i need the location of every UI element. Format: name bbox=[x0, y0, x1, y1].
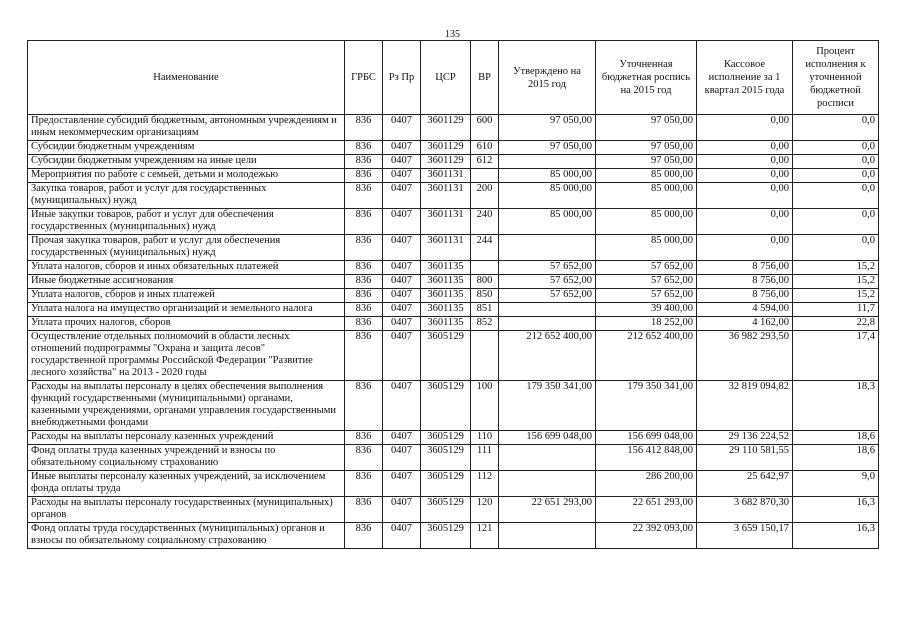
table-body bbox=[28, 115, 879, 549]
cell-csr: 3605129 bbox=[421, 523, 471, 549]
cell-approved: 57 652,00 bbox=[499, 275, 596, 289]
cell-name: Расходы на выплаты персоналу государственных (муниципальных) органов bbox=[28, 497, 345, 523]
cell-grbs: 836 bbox=[345, 289, 383, 303]
cell-name: Мероприятия по работе с семьей, детьми и молодежью bbox=[28, 169, 345, 183]
cell-csr: 3601131 bbox=[421, 183, 471, 209]
cell-vr bbox=[471, 169, 499, 183]
cell-rzpr: 0407 bbox=[383, 331, 421, 381]
cell-grbs: 836 bbox=[345, 317, 383, 331]
cell-grbs: 836 bbox=[345, 183, 383, 209]
cell-csr: 3601135 bbox=[421, 275, 471, 289]
cell-grbs: 836 bbox=[345, 155, 383, 169]
cell-cash: 8 756,00 bbox=[697, 275, 793, 289]
cell-percent: 0,0 bbox=[793, 155, 879, 169]
table-row bbox=[28, 381, 879, 431]
table-row bbox=[28, 235, 879, 261]
cell-percent: 0,0 bbox=[793, 169, 879, 183]
table-row bbox=[28, 183, 879, 209]
cell-percent: 0,0 bbox=[793, 115, 879, 141]
cell-cash: 4 162,00 bbox=[697, 317, 793, 331]
cell-rzpr: 0407 bbox=[383, 115, 421, 141]
cell-grbs: 836 bbox=[345, 141, 383, 155]
cell-rzpr: 0407 bbox=[383, 261, 421, 275]
header-refined: Уточненная бюджетная роспись на 2015 год bbox=[596, 41, 697, 115]
cell-name: Фонд оплаты труда казенных учреждений и взносы по обязательному социальному страхованию bbox=[28, 445, 345, 471]
cell-cash: 25 642,97 bbox=[697, 471, 793, 497]
cell-rzpr: 0407 bbox=[383, 431, 421, 445]
cell-csr: 3601135 bbox=[421, 261, 471, 275]
cell-cash: 0,00 bbox=[697, 235, 793, 261]
cell-approved bbox=[499, 235, 596, 261]
cell-percent: 0,0 bbox=[793, 183, 879, 209]
cell-refined: 85 000,00 bbox=[596, 235, 697, 261]
cell-approved bbox=[499, 317, 596, 331]
cell-name: Уплата налогов, сборов и иных обязательных платежей bbox=[28, 261, 345, 275]
table-row bbox=[28, 155, 879, 169]
header-grbs: ГРБС bbox=[345, 41, 383, 115]
cell-percent: 15,2 bbox=[793, 289, 879, 303]
header-percent: Процент исполнения к уточненной бюджетной росписи bbox=[793, 41, 879, 115]
cell-percent: 15,2 bbox=[793, 261, 879, 275]
cell-refined: 18 252,00 bbox=[596, 317, 697, 331]
cell-approved bbox=[499, 155, 596, 169]
cell-vr: 120 bbox=[471, 497, 499, 523]
cell-vr: 200 bbox=[471, 183, 499, 209]
cell-refined: 97 050,00 bbox=[596, 141, 697, 155]
cell-csr: 3601135 bbox=[421, 317, 471, 331]
cell-csr: 3601131 bbox=[421, 209, 471, 235]
cell-grbs: 836 bbox=[345, 169, 383, 183]
cell-cash: 32 819 094,82 bbox=[697, 381, 793, 431]
cell-vr: 800 bbox=[471, 275, 499, 289]
cell-refined: 57 652,00 bbox=[596, 275, 697, 289]
cell-approved bbox=[499, 445, 596, 471]
cell-csr: 3601131 bbox=[421, 169, 471, 183]
cell-rzpr: 0407 bbox=[383, 141, 421, 155]
cell-csr: 3601129 bbox=[421, 155, 471, 169]
cell-vr bbox=[471, 331, 499, 381]
cell-vr: 110 bbox=[471, 431, 499, 445]
cell-rzpr: 0407 bbox=[383, 317, 421, 331]
cell-name: Уплата налогов, сборов и иных платежей bbox=[28, 289, 345, 303]
cell-rzpr: 0407 bbox=[383, 183, 421, 209]
cell-cash: 8 756,00 bbox=[697, 261, 793, 275]
cell-cash: 3 682 870,30 bbox=[697, 497, 793, 523]
cell-approved: 85 000,00 bbox=[499, 209, 596, 235]
cell-vr: 111 bbox=[471, 445, 499, 471]
cell-approved: 212 652 400,00 bbox=[499, 331, 596, 381]
cell-rzpr: 0407 bbox=[383, 523, 421, 549]
cell-percent: 16,3 bbox=[793, 497, 879, 523]
cell-csr: 3605129 bbox=[421, 381, 471, 431]
table-row bbox=[28, 497, 879, 523]
cell-approved: 85 000,00 bbox=[499, 169, 596, 183]
cell-approved: 57 652,00 bbox=[499, 289, 596, 303]
cell-cash: 0,00 bbox=[697, 169, 793, 183]
cell-vr: 851 bbox=[471, 303, 499, 317]
cell-cash: 29 136 224,52 bbox=[697, 431, 793, 445]
cell-percent: 9,0 bbox=[793, 471, 879, 497]
cell-grbs: 836 bbox=[345, 209, 383, 235]
table-row bbox=[28, 431, 879, 445]
cell-rzpr: 0407 bbox=[383, 155, 421, 169]
cell-csr: 3605129 bbox=[421, 497, 471, 523]
header-vr: ВР bbox=[471, 41, 499, 115]
cell-approved bbox=[499, 303, 596, 317]
cell-rzpr: 0407 bbox=[383, 169, 421, 183]
cell-percent: 18,6 bbox=[793, 431, 879, 445]
cell-percent: 22,8 bbox=[793, 317, 879, 331]
cell-refined: 97 050,00 bbox=[596, 115, 697, 141]
cell-name: Осуществление отдельных полномочий в области лесных отношений подпрограммы "Охрана и защита лесов" государственной программы Российской Федерации "Развитие лесного хозяйства" на 2013 - 2020 годы bbox=[28, 331, 345, 381]
cell-refined: 156 699 048,00 bbox=[596, 431, 697, 445]
header-approved: Утверждено на 2015 год bbox=[499, 41, 596, 115]
cell-refined: 85 000,00 bbox=[596, 209, 697, 235]
cell-refined: 97 050,00 bbox=[596, 155, 697, 169]
cell-csr: 3605129 bbox=[421, 445, 471, 471]
cell-vr: 100 bbox=[471, 381, 499, 431]
cell-grbs: 836 bbox=[345, 275, 383, 289]
cell-name: Иные выплаты персоналу казенных учреждений, за исключением фонда оплаты труда bbox=[28, 471, 345, 497]
cell-rzpr: 0407 bbox=[383, 381, 421, 431]
cell-refined: 22 651 293,00 bbox=[596, 497, 697, 523]
cell-rzpr: 0407 bbox=[383, 235, 421, 261]
cell-grbs: 836 bbox=[345, 523, 383, 549]
cell-vr: 244 bbox=[471, 235, 499, 261]
cell-percent: 0,0 bbox=[793, 141, 879, 155]
cell-csr: 3601131 bbox=[421, 235, 471, 261]
cell-grbs: 836 bbox=[345, 261, 383, 275]
cell-percent: 18,3 bbox=[793, 381, 879, 431]
cell-name: Иные бюджетные ассигнования bbox=[28, 275, 345, 289]
table-row bbox=[28, 209, 879, 235]
header-cash: Кассовое исполнение за 1 квартал 2015 года bbox=[697, 41, 793, 115]
cell-name: Субсидии бюджетным учреждениям bbox=[28, 141, 345, 155]
header-name: Наименование bbox=[28, 41, 345, 115]
table-row bbox=[28, 261, 879, 275]
cell-cash: 0,00 bbox=[697, 183, 793, 209]
cell-grbs: 836 bbox=[345, 445, 383, 471]
cell-csr: 3605129 bbox=[421, 471, 471, 497]
cell-grbs: 836 bbox=[345, 471, 383, 497]
cell-name: Иные закупки товаров, работ и услуг для обеспечения государственных (муниципальных) нужд bbox=[28, 209, 345, 235]
cell-grbs: 836 bbox=[345, 303, 383, 317]
cell-vr bbox=[471, 261, 499, 275]
table-row bbox=[28, 445, 879, 471]
cell-cash: 4 594,00 bbox=[697, 303, 793, 317]
cell-approved: 97 050,00 bbox=[499, 115, 596, 141]
cell-refined: 286 200,00 bbox=[596, 471, 697, 497]
cell-csr: 3601129 bbox=[421, 141, 471, 155]
cell-refined: 156 412 848,00 bbox=[596, 445, 697, 471]
cell-vr: 850 bbox=[471, 289, 499, 303]
cell-name: Расходы на выплаты персоналу в целях обеспечения выполнения функций государственными (муниципальными) органами, казенными учреждениями, органами управления государственными внебюджетными фондами bbox=[28, 381, 345, 431]
cell-cash: 0,00 bbox=[697, 209, 793, 235]
cell-name: Уплата налога на имущество организаций и земельного налога bbox=[28, 303, 345, 317]
cell-vr: 112 bbox=[471, 471, 499, 497]
table-row bbox=[28, 317, 879, 331]
cell-percent: 15,2 bbox=[793, 275, 879, 289]
cell-rzpr: 0407 bbox=[383, 471, 421, 497]
cell-rzpr: 0407 bbox=[383, 275, 421, 289]
cell-approved bbox=[499, 523, 596, 549]
cell-percent: 16,3 bbox=[793, 523, 879, 549]
table-row bbox=[28, 169, 879, 183]
table-row bbox=[28, 289, 879, 303]
table-header-row bbox=[28, 41, 879, 115]
cell-cash: 8 756,00 bbox=[697, 289, 793, 303]
cell-cash: 3 659 150,17 bbox=[697, 523, 793, 549]
cell-rzpr: 0407 bbox=[383, 303, 421, 317]
cell-vr: 121 bbox=[471, 523, 499, 549]
cell-cash: 0,00 bbox=[697, 155, 793, 169]
cell-vr: 610 bbox=[471, 141, 499, 155]
cell-approved: 156 699 048,00 bbox=[499, 431, 596, 445]
cell-grbs: 836 bbox=[345, 331, 383, 381]
cell-grbs: 836 bbox=[345, 497, 383, 523]
cell-refined: 39 400,00 bbox=[596, 303, 697, 317]
cell-refined: 179 350 341,00 bbox=[596, 381, 697, 431]
cell-percent: 0,0 bbox=[793, 209, 879, 235]
cell-refined: 57 652,00 bbox=[596, 289, 697, 303]
cell-grbs: 836 bbox=[345, 115, 383, 141]
cell-csr: 3601135 bbox=[421, 289, 471, 303]
cell-grbs: 836 bbox=[345, 235, 383, 261]
cell-csr: 3605129 bbox=[421, 431, 471, 445]
page-number: 135 bbox=[445, 29, 460, 40]
cell-cash: 0,00 bbox=[697, 115, 793, 141]
cell-approved: 97 050,00 bbox=[499, 141, 596, 155]
cell-cash: 36 982 293,50 bbox=[697, 331, 793, 381]
cell-vr: 240 bbox=[471, 209, 499, 235]
cell-vr: 612 bbox=[471, 155, 499, 169]
cell-approved: 57 652,00 bbox=[499, 261, 596, 275]
cell-csr: 3601129 bbox=[421, 115, 471, 141]
cell-approved: 179 350 341,00 bbox=[499, 381, 596, 431]
header-csr: ЦСР bbox=[421, 41, 471, 115]
cell-refined: 85 000,00 bbox=[596, 183, 697, 209]
table-row bbox=[28, 275, 879, 289]
cell-name: Прочая закупка товаров, работ и услуг для обеспечения государственных (муниципальных) нужд bbox=[28, 235, 345, 261]
cell-percent: 17,4 bbox=[793, 331, 879, 381]
table-row bbox=[28, 141, 879, 155]
table-row bbox=[28, 523, 879, 549]
cell-vr: 600 bbox=[471, 115, 499, 141]
cell-name: Закупка товаров, работ и услуг для государственных (муниципальных) нужд bbox=[28, 183, 345, 209]
cell-name: Субсидии бюджетным учреждениям на иные цели bbox=[28, 155, 345, 169]
cell-percent: 11,7 bbox=[793, 303, 879, 317]
cell-name: Предоставление субсидий бюджетным, автономным учреждениям и иным некоммерческим организациям bbox=[28, 115, 345, 141]
cell-rzpr: 0407 bbox=[383, 209, 421, 235]
cell-refined: 85 000,00 bbox=[596, 169, 697, 183]
cell-csr: 3601135 bbox=[421, 303, 471, 317]
cell-rzpr: 0407 bbox=[383, 445, 421, 471]
cell-approved: 85 000,00 bbox=[499, 183, 596, 209]
cell-name: Фонд оплаты труда государственных (муниципальных) органов и взносы по обязательному социальному страхованию bbox=[28, 523, 345, 549]
cell-name: Уплата прочих налогов, сборов bbox=[28, 317, 345, 331]
table-row bbox=[28, 115, 879, 141]
cell-refined: 57 652,00 bbox=[596, 261, 697, 275]
cell-cash: 29 110 581,55 bbox=[697, 445, 793, 471]
table-row bbox=[28, 471, 879, 497]
cell-percent: 0,0 bbox=[793, 235, 879, 261]
cell-vr: 852 bbox=[471, 317, 499, 331]
cell-rzpr: 0407 bbox=[383, 289, 421, 303]
cell-csr: 3605129 bbox=[421, 331, 471, 381]
cell-name: Расходы на выплаты персоналу казенных учреждений bbox=[28, 431, 345, 445]
table-row bbox=[28, 303, 879, 317]
cell-percent: 18,6 bbox=[793, 445, 879, 471]
cell-cash: 0,00 bbox=[697, 141, 793, 155]
cell-refined: 212 652 400,00 bbox=[596, 331, 697, 381]
cell-approved bbox=[499, 471, 596, 497]
cell-approved: 22 651 293,00 bbox=[499, 497, 596, 523]
cell-grbs: 836 bbox=[345, 431, 383, 445]
cell-rzpr: 0407 bbox=[383, 497, 421, 523]
cell-refined: 22 392 093,00 bbox=[596, 523, 697, 549]
header-rzpr: Рз Пр bbox=[383, 41, 421, 115]
cell-grbs: 836 bbox=[345, 381, 383, 431]
budget-table bbox=[27, 40, 879, 549]
table-row bbox=[28, 331, 879, 381]
